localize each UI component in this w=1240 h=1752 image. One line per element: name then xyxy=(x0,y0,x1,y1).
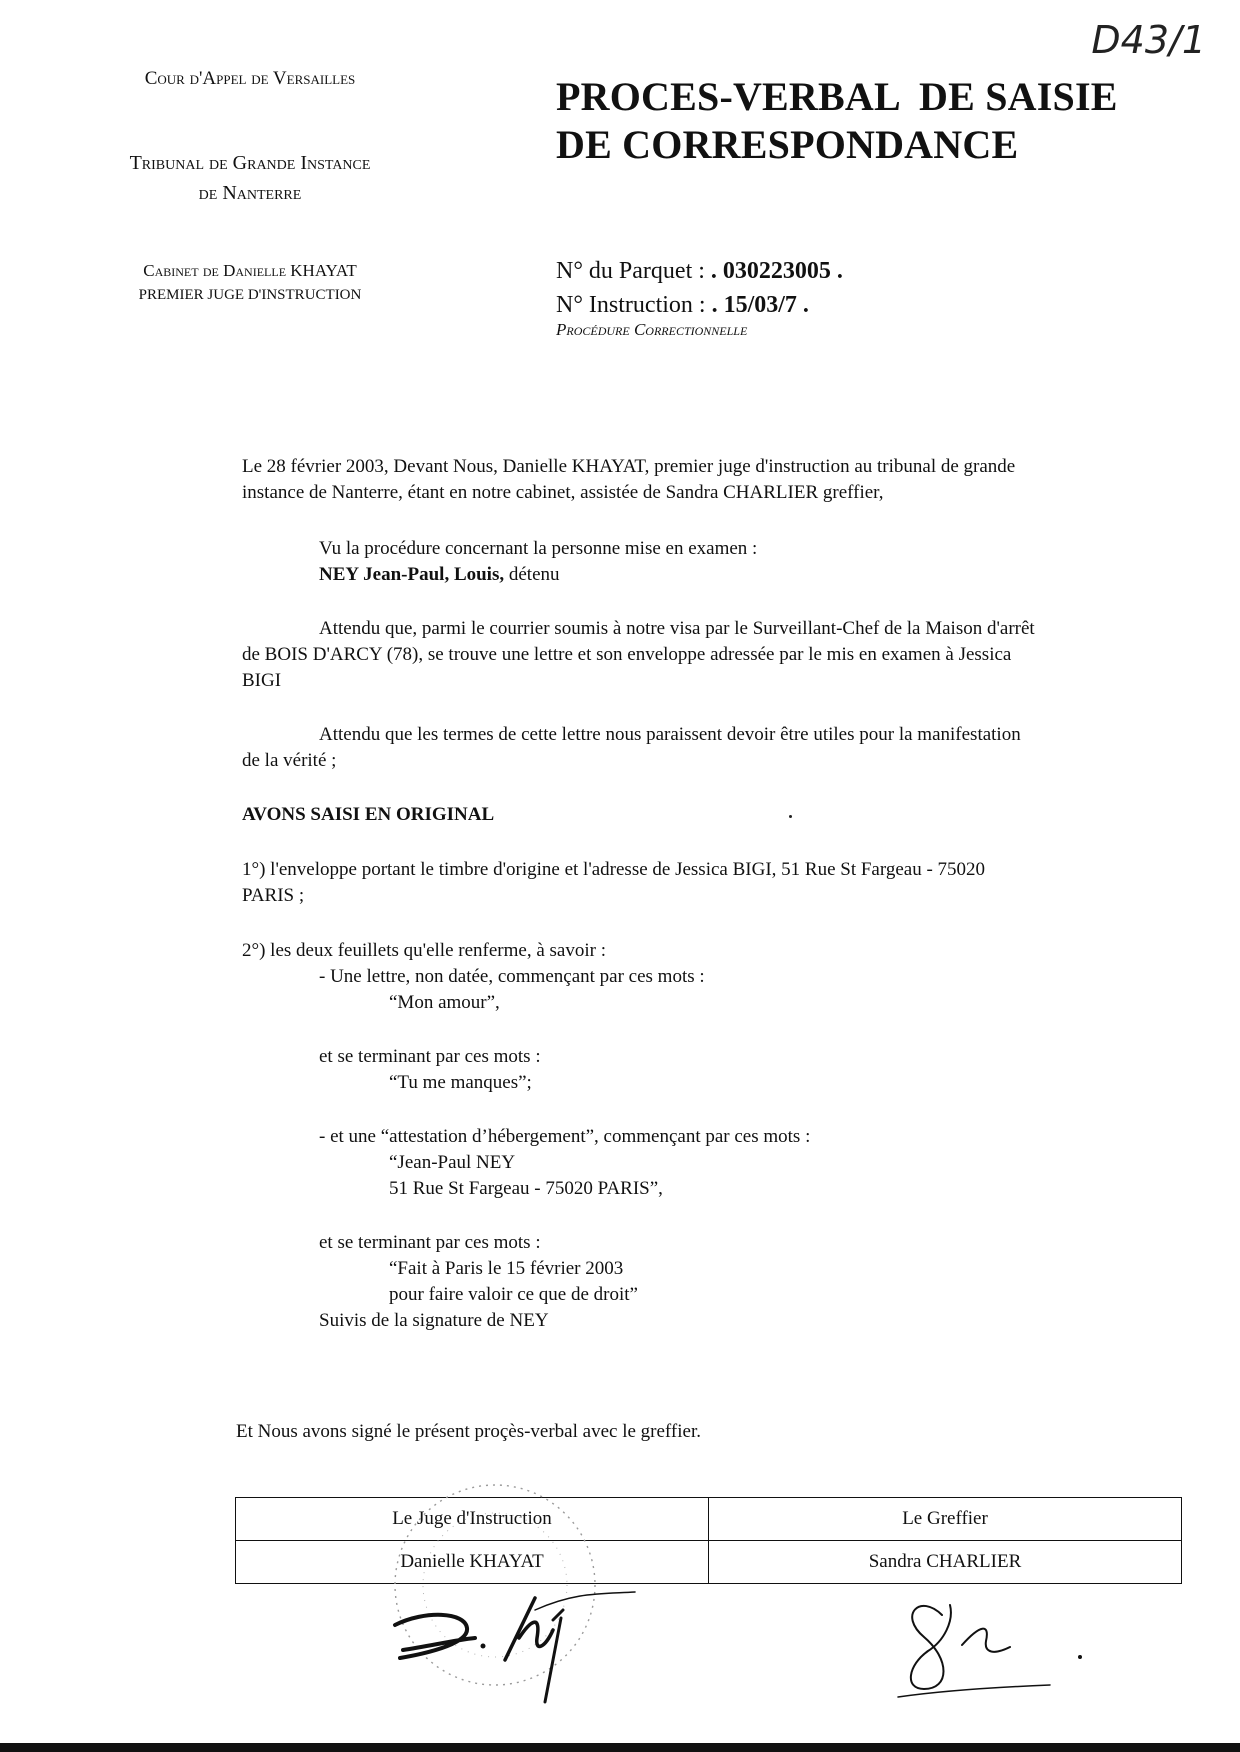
attendu2-line-1: Attendu que les termes de cette lettre nous paraissent devoir être utiles pour la manifestation xyxy=(319,724,1021,745)
attestation-ending xyxy=(242,1230,638,1334)
attendu2-line-2: de la vérité ; xyxy=(242,750,337,771)
stray-dot xyxy=(789,815,792,818)
closing-line: Et Nous avons signé le présent proçès-verbal avec le greffier. xyxy=(236,1421,701,1442)
intro-paragraph xyxy=(242,454,1015,506)
procedure-type: Procédure Correctionnelle xyxy=(556,320,748,339)
attest-end-quote-line-2: pour faire valoir ce que de droit” xyxy=(389,1284,638,1305)
judge-role-cell: Le Juge d'Instruction xyxy=(236,1498,709,1541)
attendu1-line-2: de BOIS D'ARCY (78), se trouve une lettre et son enveloppe adressée par le mis en examen à Jessica xyxy=(242,644,1012,665)
cabinet-line xyxy=(60,259,440,283)
attendu1-line-3: BIGI xyxy=(242,670,282,691)
parquet-label: N° du Parquet : xyxy=(556,258,705,284)
item1-line-1: 1°) l'enveloppe portant le timbre d'origine et l'adresse de Jessica BIGI, 51 Rue St Fargeau - 75020 xyxy=(242,859,986,880)
title-line-2: DE CORRESPONDANCE xyxy=(556,122,1019,167)
attendu1-line-1: Attendu que, parmi le courrier soumis à notre visa par le Surveillant-Chef de la Maison d'arrêt xyxy=(319,618,1035,639)
letter-end: et se terminant par ces mots : xyxy=(319,1046,541,1067)
tribunal-line-1: Tribunal de Grande Instance xyxy=(129,152,371,174)
item-2: 2°) les deux feuillets qu'elle renferme, à savoir : xyxy=(242,940,606,961)
letter-start: - Une lettre, non datée, commençant par ces mots : xyxy=(319,966,705,987)
attest-quote-line-2: 51 Rue St Fargeau - 75020 PARIS”, xyxy=(389,1178,663,1199)
judge-title: PREMIER JUGE D'INSTRUCTION xyxy=(138,287,362,303)
letter-start-quote: “Mon amour”, xyxy=(389,992,500,1013)
attendu-paragraph-1 xyxy=(242,616,1172,694)
attest-end: et se terminant par ces mots : xyxy=(319,1232,541,1253)
letter-ending xyxy=(242,1044,541,1096)
person-name: NEY Jean-Paul, Louis, xyxy=(319,564,505,585)
judge-signature xyxy=(385,1580,645,1710)
cabinet-prefix: Cabinet de xyxy=(143,261,219,280)
reference-numbers xyxy=(556,254,843,322)
attest-end-quote-line-1: “Fait à Paris le 15 février 2003 xyxy=(389,1258,624,1279)
court-name: Cour d'Appel de Versailles xyxy=(144,68,356,89)
vu-line: Vu la procédure concernant la personne mise en examen : xyxy=(319,538,758,559)
instruction-line xyxy=(556,288,843,322)
letter-end-quote: “Tu me manques”; xyxy=(389,1072,532,1093)
signature-note: Suivis de la signature de NEY xyxy=(319,1310,549,1331)
clerk-role-cell: Le Greffier xyxy=(709,1498,1182,1541)
attest-quote-line-1: “Jean-Paul NEY xyxy=(389,1152,516,1173)
person-status: détenu xyxy=(504,564,560,585)
parquet-line xyxy=(556,254,843,288)
item-1 xyxy=(242,857,985,909)
title-line-1: PROCES-VERBAL DE SAISIE xyxy=(556,74,1118,119)
intro-line-2: instance de Nanterre, étant en notre cabinet, assistée de Sandra CHARLIER greffier, xyxy=(242,482,884,503)
parquet-value: . 030223005 . xyxy=(710,258,843,284)
person-line xyxy=(319,562,757,588)
attendu-paragraph-2 xyxy=(242,722,1021,774)
judge-name-cell: Danielle KHAYAT xyxy=(236,1541,709,1584)
instruction-label: N° Instruction : xyxy=(556,292,706,318)
intro-line-1: Le 28 février 2003, Devant Nous, Danielle KHAYAT, premier juge d'instruction au tribunal de grande xyxy=(242,456,1016,477)
vu-paragraph xyxy=(242,536,757,588)
instruction-value: . 15/03/7 . xyxy=(711,292,809,318)
tribunal-line-2: de Nanterre xyxy=(198,182,302,204)
item1-line-2: PARIS ; xyxy=(242,885,305,906)
handwritten-annotation: D43/1 xyxy=(1091,18,1206,62)
judge-name-header: Danielle KHAYAT xyxy=(223,261,357,280)
cabinet-block xyxy=(60,259,440,307)
attestation-description xyxy=(242,1124,810,1202)
clerk-signature xyxy=(880,1585,1120,1705)
tribunal-name xyxy=(60,148,440,208)
attest-start: - et une “attestation d’hébergement”, commençant par ces mots : xyxy=(319,1126,811,1147)
scan-bottom-edge xyxy=(0,1743,1240,1752)
clerk-name-cell: Sandra CHARLIER xyxy=(709,1541,1182,1584)
document-title xyxy=(556,73,1118,169)
avons-saisi-heading: AVONS SAISI EN ORIGINAL xyxy=(242,804,495,825)
letter-description xyxy=(242,964,705,1016)
